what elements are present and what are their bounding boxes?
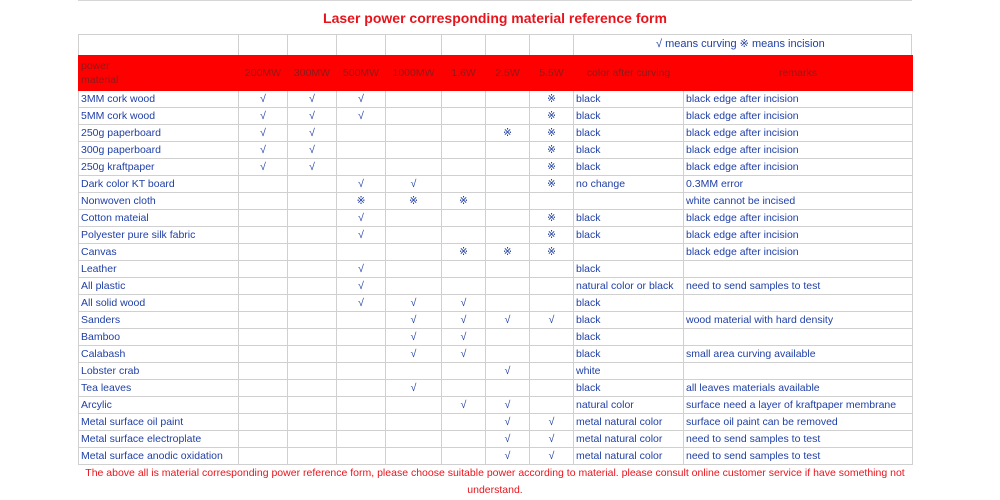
header-color-col: color after curving: [574, 56, 684, 91]
power-mark-cell: √: [337, 227, 386, 244]
table-row: [79, 346, 913, 363]
table-row: [79, 363, 913, 380]
power-mark-cell: [239, 210, 288, 227]
power-mark-cell: [288, 210, 337, 227]
power-mark-cell: √: [442, 295, 486, 312]
power-mark-cell: [386, 363, 442, 380]
material-cell: 250g paperboard: [79, 125, 239, 142]
material-cell: Lobster crab: [79, 363, 239, 380]
color-cell: black: [574, 142, 684, 159]
power-mark-cell: [288, 176, 337, 193]
remark-cell: [684, 363, 913, 380]
reference-sheet: [78, 0, 912, 500]
legend-spacer-cell: [529, 34, 573, 55]
table-row: [79, 227, 913, 244]
power-mark-cell: [486, 210, 530, 227]
power-mark-cell: ※: [530, 176, 574, 193]
power-mark-cell: [337, 397, 386, 414]
remark-cell: black edge after incision: [684, 125, 913, 142]
power-mark-cell: √: [386, 295, 442, 312]
table-row: [79, 142, 913, 159]
power-mark-cell: ※: [530, 210, 574, 227]
color-cell: black: [574, 227, 684, 244]
remark-cell: black edge after incision: [684, 227, 913, 244]
legend-row: [78, 34, 912, 55]
power-mark-cell: √: [239, 108, 288, 125]
remark-cell: [684, 329, 913, 346]
power-mark-cell: √: [337, 278, 386, 295]
power-mark-cell: √: [530, 431, 574, 448]
power-mark-cell: [442, 448, 486, 465]
power-mark-cell: [239, 397, 288, 414]
power-mark-cell: [239, 329, 288, 346]
power-mark-cell: √: [337, 176, 386, 193]
power-mark-cell: [486, 329, 530, 346]
table-row: [79, 431, 913, 448]
material-cell: Canvas: [79, 244, 239, 261]
legend-spacer-cell: [485, 34, 529, 55]
power-mark-cell: [288, 312, 337, 329]
power-mark-cell: [337, 329, 386, 346]
power-mark-cell: [337, 159, 386, 176]
table-header-row: [79, 56, 913, 91]
header-power-col: 1000MW: [386, 56, 442, 91]
legend-spacer-cell: [336, 34, 385, 55]
color-cell: no change: [574, 176, 684, 193]
power-mark-cell: √: [486, 363, 530, 380]
power-mark-cell: √: [239, 125, 288, 142]
power-mark-cell: √: [486, 414, 530, 431]
power-mark-cell: √: [530, 448, 574, 465]
power-mark-cell: √: [386, 312, 442, 329]
power-mark-cell: [386, 108, 442, 125]
legend-text: √ means curving ※ means incision: [656, 38, 825, 50]
material-cell: Arcylic: [79, 397, 239, 414]
power-mark-cell: [442, 142, 486, 159]
remark-cell: need to send samples to test: [684, 448, 913, 465]
power-mark-cell: [442, 414, 486, 431]
power-mark-cell: [239, 176, 288, 193]
power-mark-cell: √: [442, 397, 486, 414]
power-mark-cell: √: [442, 329, 486, 346]
power-mark-cell: [337, 448, 386, 465]
power-mark-cell: [288, 397, 337, 414]
table-row: [79, 278, 913, 295]
color-cell: black: [574, 295, 684, 312]
power-mark-cell: √: [386, 329, 442, 346]
power-mark-cell: [442, 159, 486, 176]
table-row: [79, 159, 913, 176]
remark-cell: white cannot be incised: [684, 193, 913, 210]
color-cell: metal natural color: [574, 431, 684, 448]
color-cell: black: [574, 210, 684, 227]
color-cell: [574, 244, 684, 261]
color-cell: black: [574, 261, 684, 278]
color-cell: black: [574, 346, 684, 363]
table-row: [79, 91, 913, 108]
power-mark-cell: [337, 380, 386, 397]
power-mark-cell: [386, 159, 442, 176]
power-mark-cell: ※: [337, 193, 386, 210]
power-mark-cell: [239, 380, 288, 397]
power-mark-cell: √: [386, 380, 442, 397]
header-power-material: [79, 56, 239, 91]
power-mark-cell: √: [486, 397, 530, 414]
power-mark-cell: √: [288, 108, 337, 125]
power-mark-cell: [288, 193, 337, 210]
power-mark-cell: ※: [530, 244, 574, 261]
power-mark-cell: [486, 142, 530, 159]
table-row: [79, 295, 913, 312]
power-mark-cell: √: [337, 295, 386, 312]
header-power-col: 1.6W: [442, 56, 486, 91]
power-mark-cell: [386, 227, 442, 244]
color-cell: black: [574, 91, 684, 108]
color-cell: natural color or black: [574, 278, 684, 295]
material-cell: 250g kraftpaper: [79, 159, 239, 176]
power-mark-cell: [530, 278, 574, 295]
power-mark-cell: ※: [530, 91, 574, 108]
color-cell: black: [574, 380, 684, 397]
color-cell: black: [574, 159, 684, 176]
power-mark-cell: [239, 414, 288, 431]
material-cell: Polyester pure silk fabric: [79, 227, 239, 244]
power-mark-cell: [337, 142, 386, 159]
power-mark-cell: √: [239, 142, 288, 159]
power-mark-cell: √: [486, 312, 530, 329]
power-mark-cell: [386, 91, 442, 108]
power-mark-cell: [530, 363, 574, 380]
remark-cell: [684, 261, 913, 278]
power-mark-cell: [442, 380, 486, 397]
table-row: [79, 312, 913, 329]
color-cell: black: [574, 329, 684, 346]
power-mark-cell: ※: [486, 244, 530, 261]
table-row: [79, 193, 913, 210]
remark-cell: black edge after incision: [684, 244, 913, 261]
power-mark-cell: [386, 244, 442, 261]
power-mark-cell: [530, 346, 574, 363]
material-cell: All plastic: [79, 278, 239, 295]
power-mark-cell: [486, 159, 530, 176]
header-power-col: 5.5W: [530, 56, 574, 91]
power-mark-cell: ※: [442, 193, 486, 210]
power-mark-cell: [486, 227, 530, 244]
power-mark-cell: √: [486, 431, 530, 448]
legend-spacer-cell: [238, 34, 287, 55]
power-mark-cell: [442, 91, 486, 108]
remark-cell: black edge after incision: [684, 159, 913, 176]
power-mark-cell: √: [337, 91, 386, 108]
power-mark-cell: ※: [530, 227, 574, 244]
power-mark-cell: √: [442, 312, 486, 329]
power-mark-cell: [288, 380, 337, 397]
remark-cell: black edge after incision: [684, 91, 913, 108]
material-cell: Dark color KT board: [79, 176, 239, 193]
footer-note: The above all is material corresponding power reference form, please choose suitable power according to material. please consult online customer service if have something not understand.: [85, 467, 905, 496]
header-power-col: 200MW: [239, 56, 288, 91]
power-mark-cell: [337, 125, 386, 142]
remark-cell: wood material with hard density: [684, 312, 913, 329]
power-mark-cell: [530, 329, 574, 346]
power-mark-cell: [337, 244, 386, 261]
power-mark-cell: √: [239, 91, 288, 108]
remark-cell: need to send samples to test: [684, 431, 913, 448]
power-mark-cell: [486, 278, 530, 295]
power-mark-cell: [288, 244, 337, 261]
power-mark-cell: [386, 142, 442, 159]
power-mark-cell: √: [288, 91, 337, 108]
table-row: [79, 448, 913, 465]
power-mark-cell: [337, 363, 386, 380]
material-cell: Nonwoven cloth: [79, 193, 239, 210]
power-mark-cell: [442, 261, 486, 278]
material-cell: Cotton mateial: [79, 210, 239, 227]
material-cell: All solid wood: [79, 295, 239, 312]
table-row: [79, 414, 913, 431]
remark-cell: surface need a layer of kraftpaper membrane: [684, 397, 913, 414]
power-mark-cell: [486, 108, 530, 125]
power-mark-cell: [442, 108, 486, 125]
power-mark-cell: [288, 261, 337, 278]
power-mark-cell: [288, 346, 337, 363]
remark-cell: surface oil paint can be removed: [684, 414, 913, 431]
material-cell: Sanders: [79, 312, 239, 329]
power-mark-cell: [530, 380, 574, 397]
power-mark-cell: [239, 363, 288, 380]
power-mark-cell: [288, 227, 337, 244]
table-row: [79, 108, 913, 125]
power-mark-cell: √: [337, 210, 386, 227]
color-cell: white: [574, 363, 684, 380]
header-power-col: 300MW: [288, 56, 337, 91]
legend-spacer-cell: [78, 34, 238, 55]
power-mark-cell: [288, 295, 337, 312]
power-mark-cell: ※: [386, 193, 442, 210]
remark-cell: small area curving available: [684, 346, 913, 363]
power-mark-cell: [288, 329, 337, 346]
power-mark-cell: [386, 431, 442, 448]
material-cell: Bamboo: [79, 329, 239, 346]
color-cell: natural color: [574, 397, 684, 414]
power-mark-cell: √: [337, 261, 386, 278]
power-mark-cell: [386, 397, 442, 414]
power-mark-cell: [337, 431, 386, 448]
legend-spacer-cell: [441, 34, 485, 55]
table-row: [79, 125, 913, 142]
power-mark-cell: [239, 448, 288, 465]
power-mark-cell: ※: [442, 244, 486, 261]
power-mark-cell: [288, 448, 337, 465]
color-cell: metal natural color: [574, 448, 684, 465]
power-mark-cell: [386, 210, 442, 227]
power-mark-cell: [239, 193, 288, 210]
table-row: [79, 397, 913, 414]
power-mark-cell: [288, 278, 337, 295]
power-mark-cell: [486, 176, 530, 193]
remark-cell: black edge after incision: [684, 108, 913, 125]
power-mark-cell: √: [386, 176, 442, 193]
power-mark-cell: [442, 278, 486, 295]
material-cell: Metal surface oil paint: [79, 414, 239, 431]
table-row: [79, 244, 913, 261]
power-mark-cell: [239, 244, 288, 261]
material-cell: Tea leaves: [79, 380, 239, 397]
power-mark-cell: [239, 346, 288, 363]
power-mark-cell: √: [288, 142, 337, 159]
header-power-col: 2.5W: [486, 56, 530, 91]
power-mark-cell: [386, 261, 442, 278]
color-cell: metal natural color: [574, 414, 684, 431]
remark-cell: black edge after incision: [684, 142, 913, 159]
power-mark-cell: √: [239, 159, 288, 176]
power-mark-cell: ※: [530, 125, 574, 142]
power-mark-cell: [239, 295, 288, 312]
table-row: [79, 380, 913, 397]
table-row: [79, 176, 913, 193]
power-mark-cell: [288, 431, 337, 448]
power-mark-cell: [486, 380, 530, 397]
material-cell: Calabash: [79, 346, 239, 363]
power-mark-cell: ※: [530, 108, 574, 125]
power-mark-cell: [442, 176, 486, 193]
table-row: [79, 210, 913, 227]
table-row: [79, 261, 913, 278]
material-cell: 3MM cork wood: [79, 91, 239, 108]
power-mark-cell: [530, 397, 574, 414]
power-mark-cell: [386, 414, 442, 431]
power-mark-cell: [386, 125, 442, 142]
power-mark-cell: [442, 431, 486, 448]
power-mark-cell: [337, 414, 386, 431]
power-mark-cell: [288, 414, 337, 431]
header-power-label: power: [81, 60, 110, 72]
power-mark-cell: [239, 312, 288, 329]
power-mark-cell: √: [288, 125, 337, 142]
power-mark-cell: [486, 91, 530, 108]
material-cell: Metal surface anodic oxidation: [79, 448, 239, 465]
power-mark-cell: [530, 295, 574, 312]
remark-cell: 0.3MM error: [684, 176, 913, 193]
power-mark-cell: [337, 312, 386, 329]
header-remarks-col: remarks: [684, 56, 913, 91]
power-mark-cell: √: [442, 346, 486, 363]
remark-cell: all leaves materials available: [684, 380, 913, 397]
power-mark-cell: [239, 261, 288, 278]
power-mark-cell: [239, 278, 288, 295]
power-mark-cell: √: [530, 414, 574, 431]
remark-cell: [684, 295, 913, 312]
power-mark-cell: [442, 363, 486, 380]
material-cell: Metal surface electroplate: [79, 431, 239, 448]
power-mark-cell: √: [486, 448, 530, 465]
header-power-col: 500MW: [337, 56, 386, 91]
power-mark-cell: [486, 261, 530, 278]
remark-cell: black edge after incision: [684, 210, 913, 227]
material-power-table: [78, 55, 913, 465]
material-cell: 5MM cork wood: [79, 108, 239, 125]
power-mark-cell: [486, 346, 530, 363]
remark-cell: need to send samples to test: [684, 278, 913, 295]
power-mark-cell: [442, 125, 486, 142]
power-mark-cell: √: [288, 159, 337, 176]
power-mark-cell: √: [386, 346, 442, 363]
power-mark-cell: [486, 193, 530, 210]
power-mark-cell: [239, 227, 288, 244]
table-row: [79, 329, 913, 346]
power-mark-cell: [442, 210, 486, 227]
power-mark-cell: ※: [486, 125, 530, 142]
color-cell: black: [574, 312, 684, 329]
power-mark-cell: [486, 295, 530, 312]
power-mark-cell: √: [337, 108, 386, 125]
material-cell: 300g paperboard: [79, 142, 239, 159]
legend-spacer-cell: [385, 34, 441, 55]
power-mark-cell: [530, 193, 574, 210]
power-mark-cell: ※: [530, 142, 574, 159]
form-title: Laser power corresponding material reference form: [78, 0, 912, 34]
color-cell: black: [574, 125, 684, 142]
power-mark-cell: ※: [530, 159, 574, 176]
power-mark-cell: [288, 363, 337, 380]
power-mark-cell: [386, 448, 442, 465]
power-mark-cell: [530, 261, 574, 278]
material-cell: Leather: [79, 261, 239, 278]
power-mark-cell: [442, 227, 486, 244]
power-mark-cell: [337, 346, 386, 363]
header-material-label: material: [81, 74, 119, 86]
power-mark-cell: [239, 431, 288, 448]
power-mark-cell: [386, 278, 442, 295]
color-cell: black: [574, 108, 684, 125]
color-cell: [574, 193, 684, 210]
legend-spacer-cell: [287, 34, 336, 55]
power-mark-cell: √: [530, 312, 574, 329]
